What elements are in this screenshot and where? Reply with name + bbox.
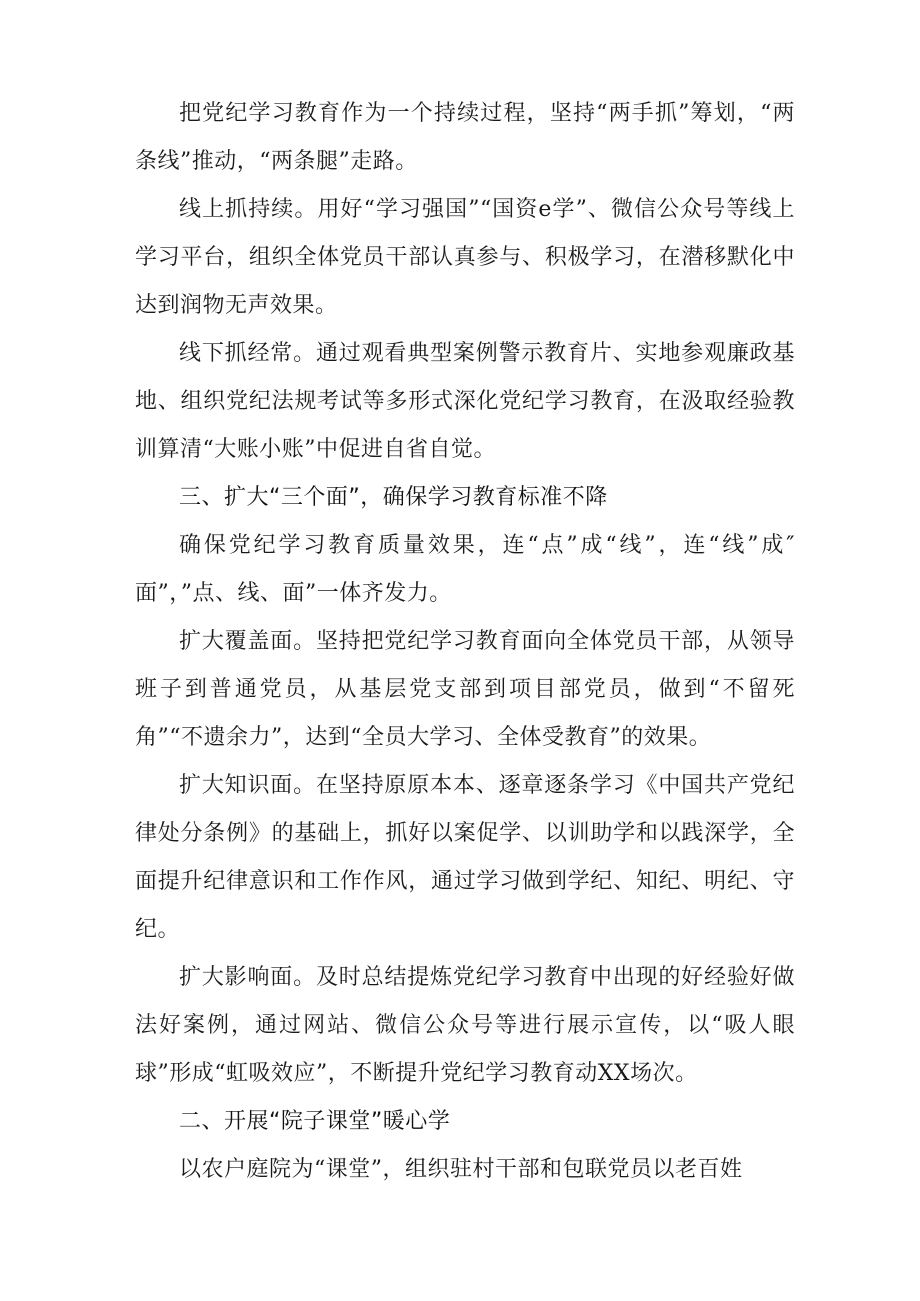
section-heading-two: 二、开展“院子课堂”暖心学	[179, 1109, 451, 1134]
paragraph-online: 线上抓持续。用好“学习强国”“国资e学”、微信公众号等线上学习平台，组织全体党员干部认真参与、积极学习，在潜移默化中达到润物无声效果。	[135, 197, 795, 318]
paragraph-quality: 确保党纪学习教育质量效果，连“点”成“线”，连“线”成″面”，”点、线、面”一体齐发力。	[135, 533, 795, 606]
paragraph-offline: 线下抓经常。通过观看典型案例警示教育片、实地参观廉政基地、组织党纪法规考试等多形式深化党纪学习教育，在汲取经验教训算清“大账小账”中促进自省自觉。	[135, 341, 795, 462]
document-body	[135, 90, 795, 1194]
paragraph-two-hands: 把党纪学习教育作为一个持续过程，坚持“两手抓”筹划，“两条线”推动，“两条腿”走路。	[135, 101, 795, 174]
paragraph-knowledge: 扩大知识面。在坚持原原本本、逐章逐条学习《中国共产党纪律处分条例》的基础上，抓好以案促学、以训助学和以践深学，全面提升纪律意识和工作作风，通过学习做到学纪、知纪、明纪、守纪。	[135, 773, 795, 942]
section-heading-three: 三、扩大“三个面”，确保学习教育标准不降	[179, 485, 608, 510]
paragraph-influence: 扩大影响面。及时总结提炼党纪学习教育中出现的好经验好做法好案例，通过网站、微信公众号等进行展示宣传，以“吸人眼球”形成“虹吸效应”，不断提升党纪学习教育动XX场次。	[135, 965, 795, 1086]
paragraph-coverage: 扩大覆盖面。坚持把党纪学习教育面向全体党员干部，从领导班子到普通党员，从基层党支部到项目部党员，做到“不留死角”“不遗余力”，达到“全员大学习、全体受教育”的效果。	[135, 629, 795, 750]
paragraph-courtyard: 以农户庭院为“课堂”，组织驻村干部和包联党员以老百姓	[179, 1157, 743, 1182]
